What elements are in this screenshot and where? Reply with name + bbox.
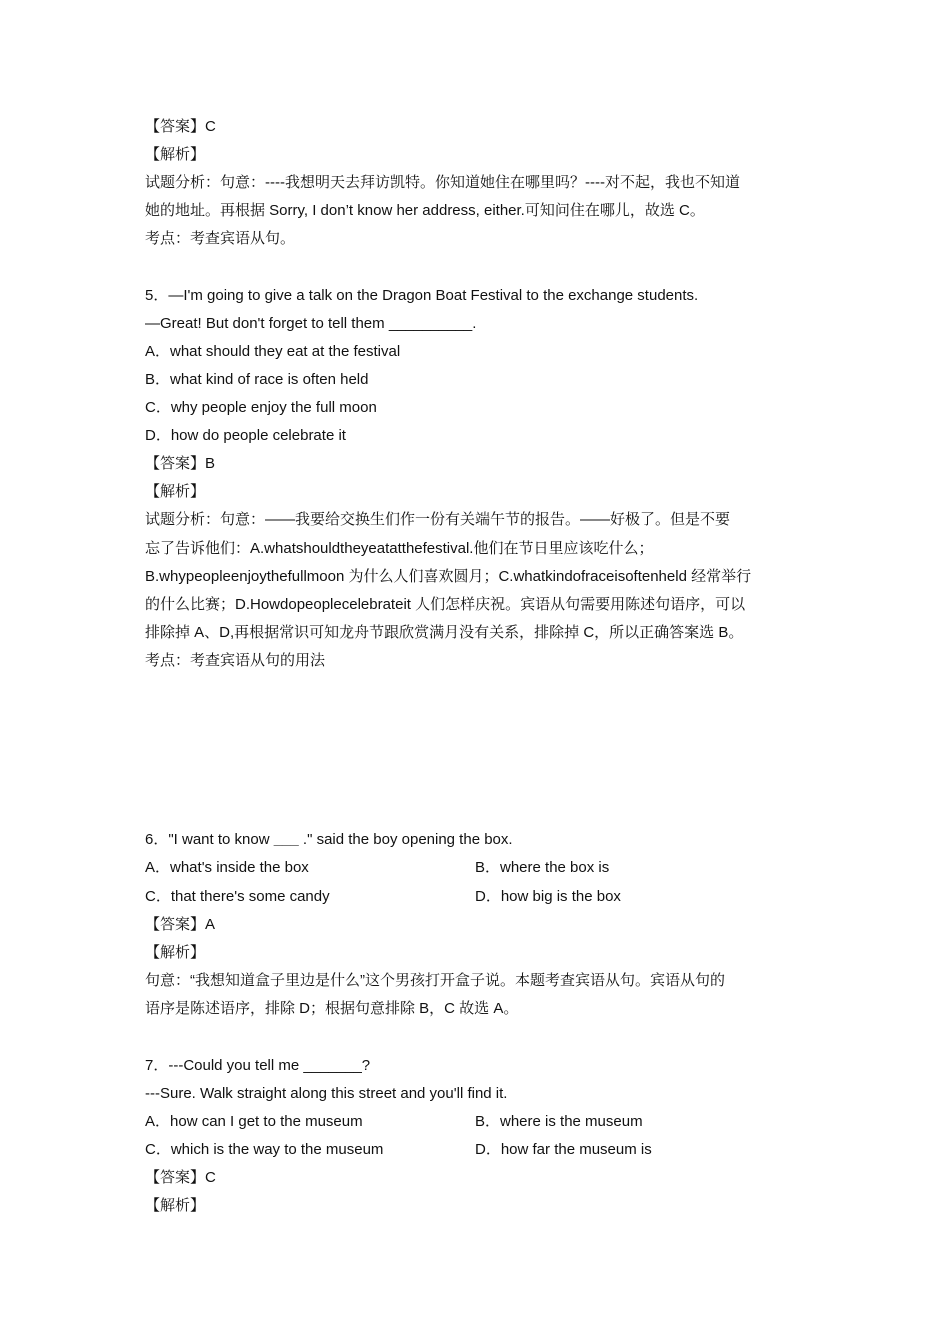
q7-stem: 7．---Could you tell me _______? xyxy=(145,1057,371,1074)
q6-option-c: C．that there's some candy xyxy=(145,888,330,905)
q5-analysis-line: 忘了告诉他们：A.whatshouldtheyeatatthefestival.他们在节日里应该吃什么； xyxy=(145,540,654,557)
q6-analysis-line: 语序是陈述语序，排除 D；根据句意排除 B，C 故选 A。 xyxy=(145,1000,519,1017)
q4-analysis-line: 她的地址。再根据 Sorry, I don’t know her address, either.可知问住在哪儿，故选 C。 xyxy=(145,202,705,219)
q5-stem: —Great! But don't forget to tell them __________. xyxy=(145,315,477,332)
q5-stem: 5．—I'm going to give a talk on the Dragon Boat Festival to the exchange students. xyxy=(145,287,699,304)
q4-answer: 【答案】C xyxy=(145,118,216,135)
q7-answer: 【答案】C xyxy=(145,1169,216,1186)
q5-answer: 【答案】B xyxy=(145,455,216,472)
q7-option-a: A．how can I get to the museum xyxy=(145,1113,363,1130)
q5-option-a: A．what should they eat at the festival xyxy=(145,343,401,360)
q7-analysis-label: 【解析】 xyxy=(145,1197,206,1214)
q4-analysis-line: 试题分析：句意：----我想明天去拜访凯特。你知道她住在哪里吗？----对不起，我也不知道 xyxy=(145,174,740,191)
q6-stem xyxy=(145,830,513,850)
q6-stem-post: ." said the boy opening the box. xyxy=(298,831,513,848)
q4-point: 考点：考查宾语从句。 xyxy=(145,230,296,247)
q7-option-c: C．which is the way to the museum xyxy=(145,1141,384,1158)
q5-analysis-label: 【解析】 xyxy=(145,483,206,500)
q6-analysis-label: 【解析】 xyxy=(145,944,206,961)
q6-option-d: D．how big is the box xyxy=(475,888,621,905)
q7-stem: ---Sure. Walk straight along this street and you'll find it. xyxy=(145,1085,508,1102)
q5-option-d: D．how do people celebrate it xyxy=(145,427,346,444)
q5-option-b: B．what kind of race is often held xyxy=(145,371,369,388)
q4-analysis-label: 【解析】 xyxy=(145,146,206,163)
q6-option-b: B．where the box is xyxy=(475,859,610,876)
q7-option-d: D．how far the museum is xyxy=(475,1141,652,1158)
q5-analysis-line: 的什么比赛；D.Howdopeoplecelebrateit 人们怎样庆祝。宾语从句需要用陈述句语序，可以 xyxy=(145,596,746,613)
q5-analysis-line: B.whypeopleenjoythefullmoon 为什么人们喜欢圆月；C.whatkindofraceisoftenheld 经常举行 xyxy=(145,568,752,585)
q5-option-c: C．why people enjoy the full moon xyxy=(145,399,377,416)
q6-stem-pre: 6．"I want to know xyxy=(145,831,274,848)
q5-analysis-line: 排除掉 A、D,再根据常识可知龙舟节跟欣赏满月没有关系，排除掉 C，所以正确答案选 B。 xyxy=(145,624,744,641)
q6-option-a: A．what's inside the box xyxy=(145,859,309,876)
q6-analysis-line: 句意：“我想知道盒子里边是什么”这个男孩打开盒子说。本题考查宾语从句。宾语从句的 xyxy=(145,972,725,989)
q6-answer: 【答案】A xyxy=(145,916,216,933)
q5-analysis-line: 试题分析：句意：——我要给交换生们作一份有关端午节的报告。——好极了。但是不要 xyxy=(145,511,731,528)
q6-stem-blank: ___ xyxy=(273,831,299,848)
q5-point: 考点：考查宾语从句的用法 xyxy=(145,652,326,669)
q7-option-b: B．where is the museum xyxy=(475,1113,643,1130)
